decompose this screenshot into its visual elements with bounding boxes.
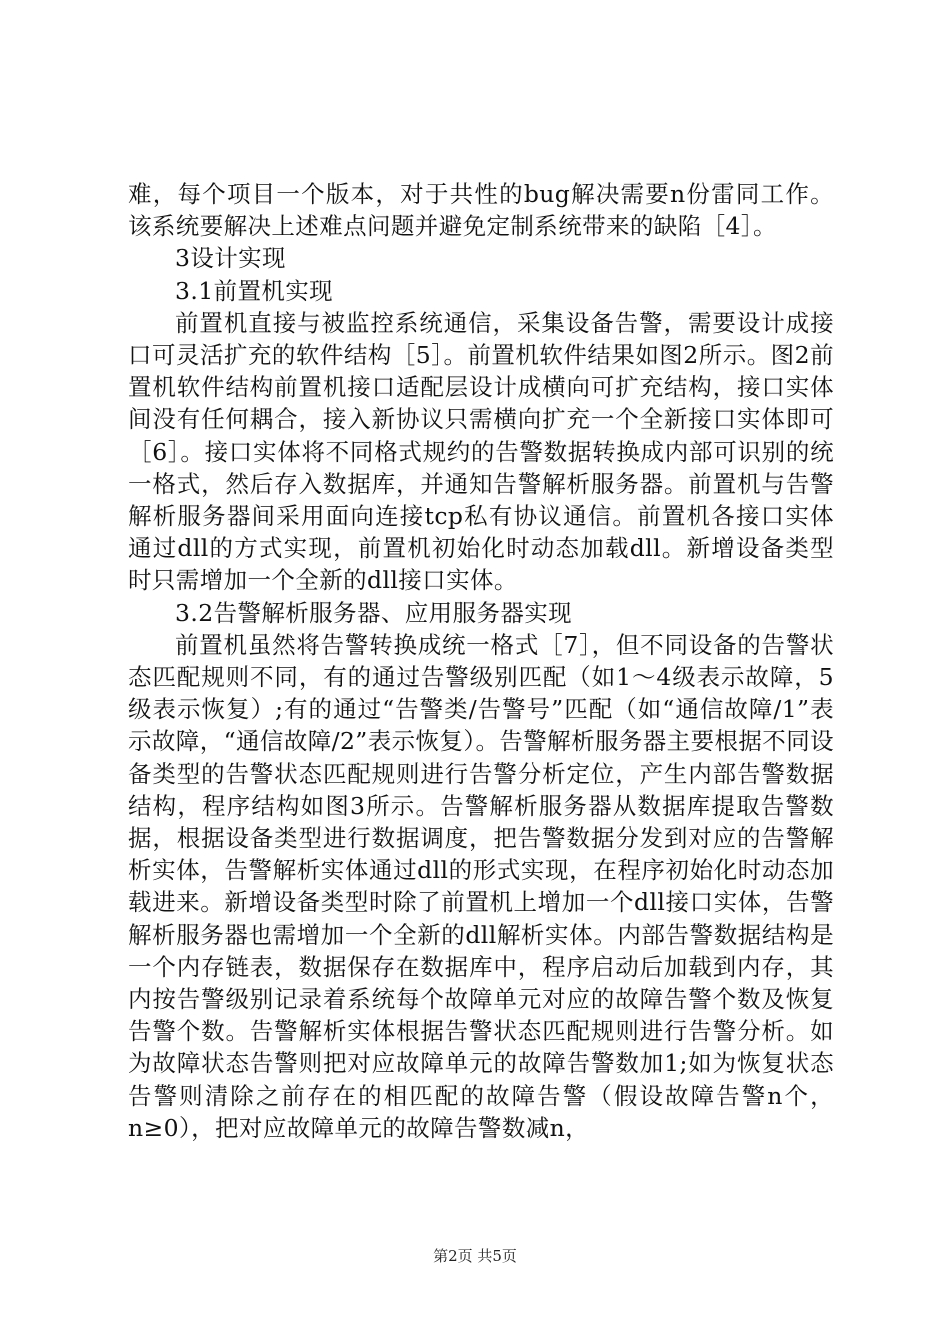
paragraph-continued: 难，每个项目一个版本，对于共性的bug解决需要n份雷同工作。该系统要解决上述难点问题并避免定制系统带来的缺陷［4］。 xyxy=(128,180,834,241)
paragraph-frontend: 前置机直接与被监控系统通信，采集设备告警，需要设计成接口可灵活扩充的软件结构［5］。前置机软件结果如图2所示。图2前置机软件结构前置机接口适配层设计成横向可扩充结构，接口实体间没有任何耦合，接入新协议只需横向扩充一个全新接口实体即可［6］。接口实体将不同格式规约的告警数据转换成内部可识别的统一格式，然后存入数据库，并通知告警解析服务器。前置机与告警解析服务器间采用面向连接tcp私有协议通信。前置机各接口实体通过dll的方式实现，前置机初始化时动态加载dll。新增设备类型时只需增加一个全新的dll接口实体。 xyxy=(128,308,834,595)
paragraph-alarm-server: 前置机虽然将告警转换成统一格式［7］，但不同设备的告警状态匹配规则不同，有的通过告警级别匹配（如1～4级表示故障，5级表示恢复）;有的通过“告警类/告警号”匹配（如“通信故障/1”表示故障，“通信故障/2”表示恢复）。告警解析服务器主要根据不同设备类型的告警状态匹配规则进行告警分析定位，产生内部告警数据结构，程序结构如图3所示。告警解析服务器从数据库提取告警数据，根据设备类型进行数据调度，把告警数据分发到对应的告警解析实体，告警解析实体通过dll的形式实现，在程序初始化时动态加载进来。新增设备类型时除了前置机上增加一个dll接口实体，告警解析服务器也需增加一个全新的dll解析实体。内部告警数据结构是一个内存链表，数据保存在数据库中，程序启动后加载到内存，其内按告警级别记录着系统每个故障单元对应的故障告警个数及恢复告警个数。告警解析实体根据告警状态匹配规则进行告警分析。如为故障状态告警则把对应故障单元的故障告警数加1;如为恢复状态告警则清除之前存在的相匹配的故障告警（假设故障告警n个，n≥0），把对应故障单元的故障告警数减n， xyxy=(128,630,834,1142)
subsection-heading-alarm-server: 3.2告警解析服务器、应用服务器实现 xyxy=(175,598,573,627)
section-heading-design: 3设计实现 xyxy=(175,244,286,273)
page-footer: 第2页 共5页 xyxy=(433,1247,517,1265)
subsection-heading-frontend: 3.1前置机实现 xyxy=(175,276,334,305)
document-body xyxy=(128,178,834,1144)
